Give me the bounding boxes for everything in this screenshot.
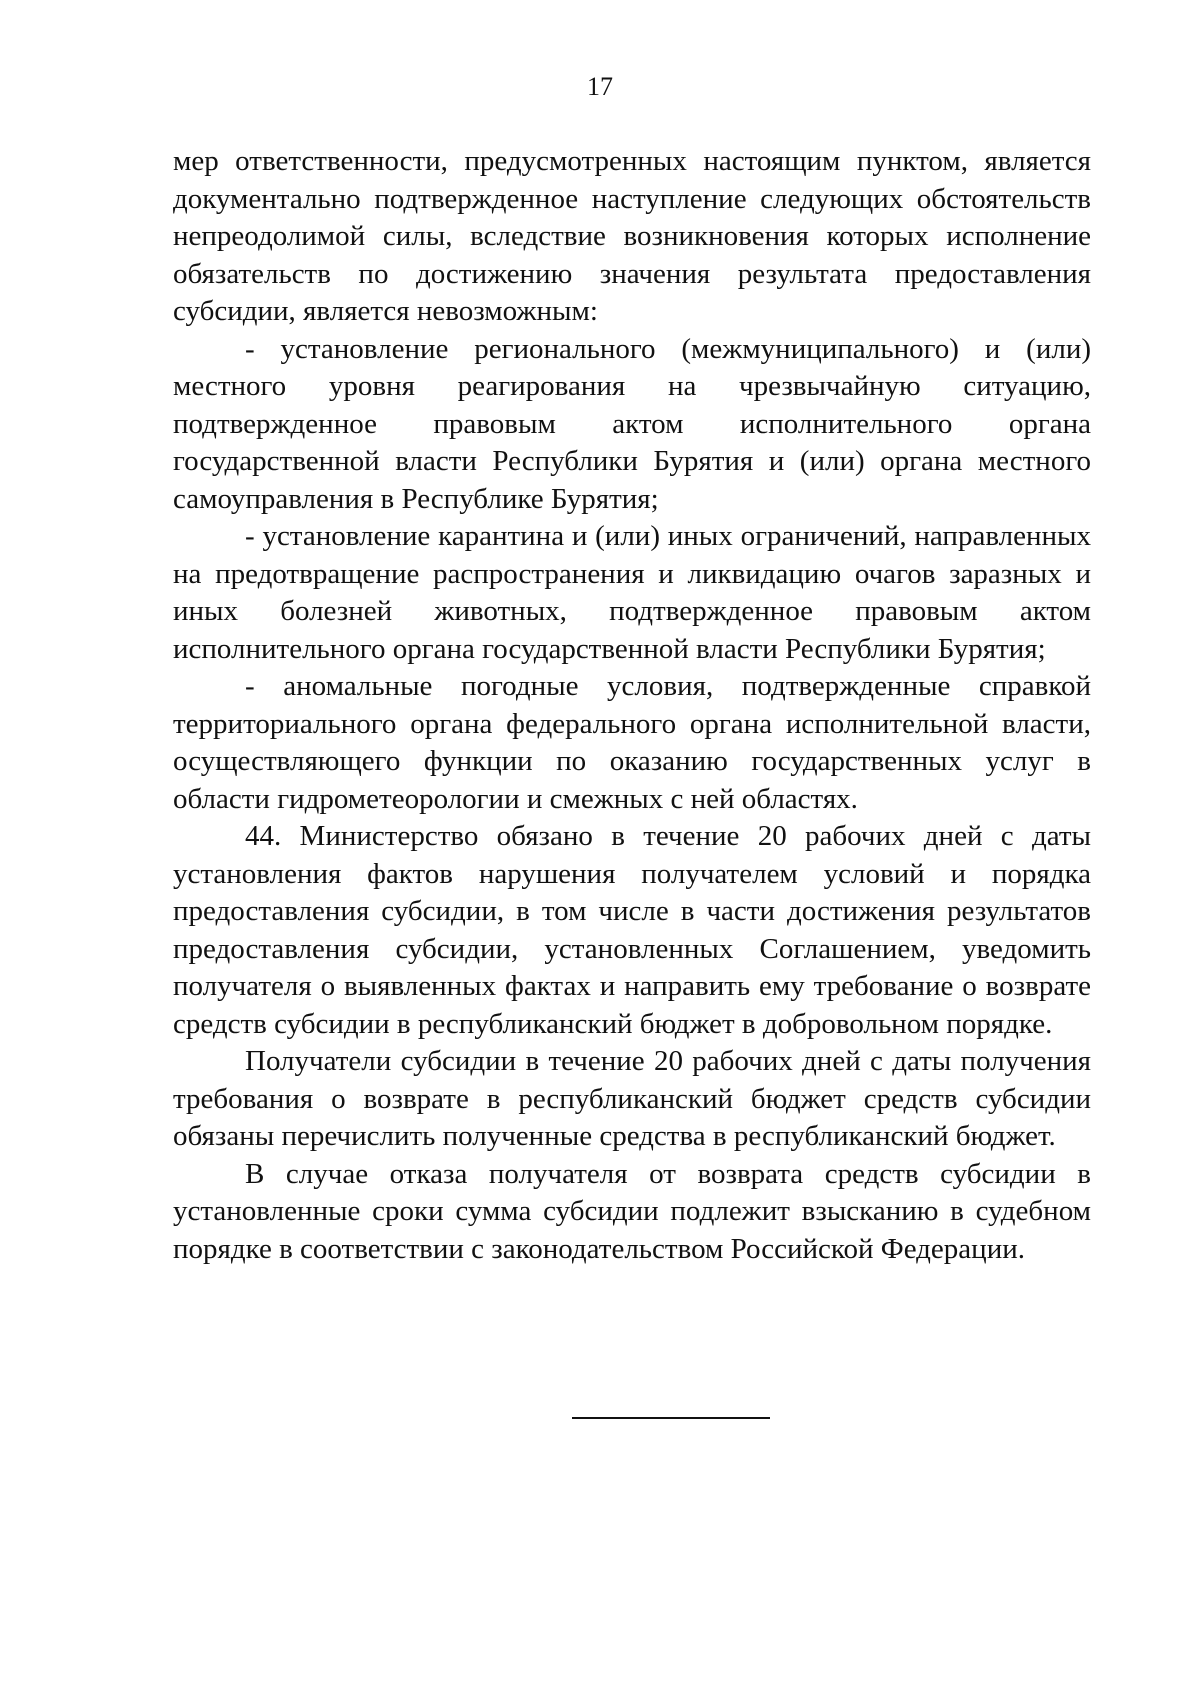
closing-separator-line xyxy=(572,1417,770,1419)
paragraph-court-recovery: В случае отказа получателя от возврата средств субсидии в установленные сроки сумма субсидии подлежит взысканию в судебном порядке в соответствии с законодательством Российской Федерации. xyxy=(173,1157,1091,1265)
page-number: 17 xyxy=(587,72,613,101)
paragraph-44-ministry-obligation: 44. Министерство обязано в течение 20 рабочих дней с даты установления фактов нарушения получателем условий и порядка предоставления субсидии, в том числе в части достижения результатов предоставления субсидии, установленных Соглашением, уведомить получателя о выявленных фактах и направить ему требование о возврате средств субсидии в республиканский бюджет в добровольном порядке. xyxy=(173,820,1091,1040)
paragraph-abnormal-weather: - аномальные погодные условия, подтвержденные справкой территориального органа федерального органа исполнительной власти, осуществляющего функции по оказанию государственных услуг в области гидрометеорологии и смежных с ней областях. xyxy=(173,670,1091,815)
paragraph-emergency-response: - установление регионального (межмуниципального) и (или) местного уровня реагирования на чрезвычайную ситуацию, подтвержденное правовым актом исполнительного органа государственной власти Республики Бурятия и (или) органа местного самоуправления в Республике Бурятия; xyxy=(173,332,1091,515)
paragraph-quarantine-restrictions: - установление карантина и (или) иных ограничений, направленных на предотвращение распространения и ликвидацию очагов заразных и иных болезней животных, подтвержденное правовым актом исполнительного органа государственной власти Республики Бурятия; xyxy=(173,520,1091,665)
document-body xyxy=(173,143,1091,1268)
paragraph-recipient-refund: Получатели субсидии в течение 20 рабочих дней с даты получения требования о возврате в республиканский бюджет средств субсидии обязаны перечислить полученные средства в республиканский бюджет. xyxy=(173,1045,1091,1152)
paragraph-force-majeure-intro: мер ответственности, предусмотренных настоящим пунктом, является документально подтвержденное наступление следующих обстоятельств непреодолимой силы, вследствие возникновения которых исполнение обязательств по достижению значения результата предоставления субсидии, является невозможным: xyxy=(173,145,1091,327)
